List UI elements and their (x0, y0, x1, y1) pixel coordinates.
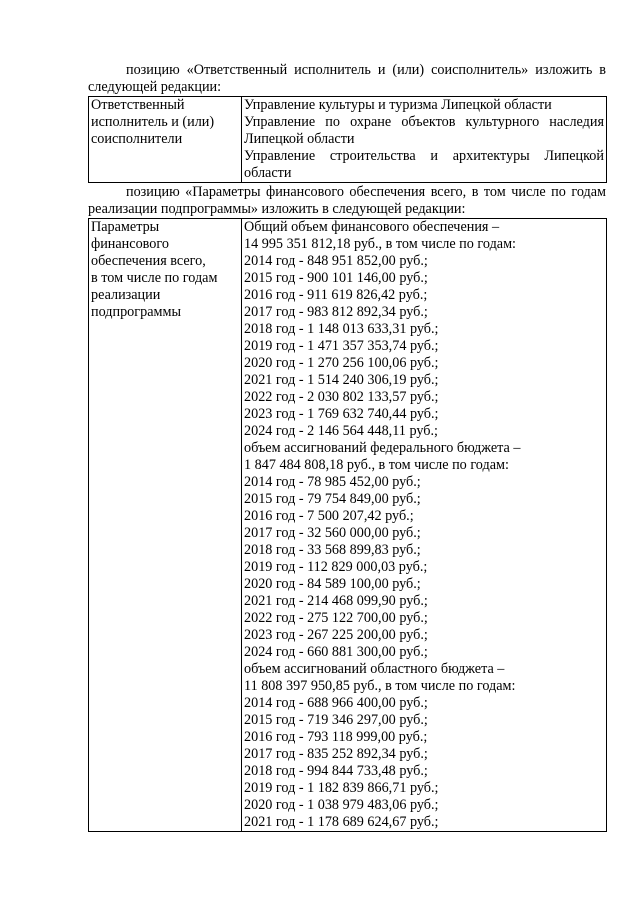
label-line: подпрограммы (91, 304, 181, 320)
financing-line: 2014 год - 848 951 852,00 руб.; (244, 253, 428, 269)
financing-line: 2017 год - 835 252 892,34 руб.; (244, 746, 428, 762)
label-line: соисполнители (91, 131, 183, 147)
financing-line: 2019 год - 1 182 839 866,71 руб.; (244, 780, 439, 796)
financing-line: 11 808 397 950,85 руб., в том числе по годам: (244, 678, 516, 694)
financing-line: 2021 год - 214 468 099,90 руб.; (244, 593, 428, 609)
financing-line: 2014 год - 78 985 452,00 руб.; (244, 474, 421, 490)
financing-line: 2015 год - 900 101 146,00 руб.; (244, 270, 428, 286)
table-row (89, 97, 607, 183)
financing-line: 2024 год - 660 881 300,00 руб.; (244, 644, 428, 660)
financing-line: 2017 год - 983 812 892,34 руб.; (244, 304, 428, 320)
financing-line: 2021 год - 1 178 689 624,67 руб.; (244, 814, 439, 830)
financing-line: 1 847 484 808,18 руб., в том числе по годам: (244, 457, 509, 473)
executor-entry: Управление строительства и архитектуры Липецкой области (244, 148, 604, 181)
intro-paragraph-responsible: позицию «Ответственный исполнитель и (или) соисполнитель» изложить в следующей редакции: (88, 62, 606, 95)
executor-entry: Управление по охране объектов культурного наследия Липецкой области (244, 114, 604, 147)
financing-line: 2016 год - 7 500 207,42 руб.; (244, 508, 414, 524)
financing-line: 2014 год - 688 966 400,00 руб.; (244, 695, 428, 711)
financing-line: 2016 год - 911 619 826,42 руб.; (244, 287, 428, 303)
financing-line: 2018 год - 33 568 899,83 руб.; (244, 542, 421, 558)
financing-line: 2022 год - 275 122 700,00 руб.; (244, 610, 428, 626)
executor-entry: Управление культуры и туризма Липецкой области (244, 97, 552, 113)
financing-line: объем ассигнований федерального бюджета – (244, 440, 521, 456)
financing-line: 2022 год - 2 030 802 133,57 руб.; (244, 389, 439, 405)
financing-values-cell (242, 219, 607, 832)
responsible-label-cell (89, 97, 242, 183)
financing-line: 2016 год - 793 118 999,00 руб.; (244, 729, 428, 745)
label-line: обеспечения всего, (91, 253, 206, 269)
label-line: в том числе по годам (91, 270, 218, 286)
responsible-values-cell (242, 97, 607, 183)
label-line: финансового (91, 236, 169, 252)
label-line: Ответственный (91, 97, 185, 113)
financing-line: 14 995 351 812,18 руб., в том числе по годам: (244, 236, 516, 252)
financing-line: 2020 год - 84 589 100,00 руб.; (244, 576, 421, 592)
financing-label-cell (89, 219, 242, 832)
financing-line: 2021 год - 1 514 240 306,19 руб.; (244, 372, 439, 388)
financing-line: 2018 год - 994 844 733,48 руб.; (244, 763, 428, 779)
financing-line: Общий объем финансового обеспечения – (244, 219, 500, 235)
financing-line: 2019 год - 112 829 000,03 руб.; (244, 559, 428, 575)
intro-paragraph-financing: позицию «Параметры финансового обеспечения всего, в том числе по годам реализации подпрограммы» изложить в следующей редакции: (88, 184, 606, 217)
financing-line: 2023 год - 1 769 632 740,44 руб.; (244, 406, 439, 422)
financing-line: 2023 год - 267 225 200,00 руб.; (244, 627, 428, 643)
financing-line: 2018 год - 1 148 013 633,31 руб.; (244, 321, 439, 337)
label-line: Параметры (91, 219, 160, 235)
financing-line: 2024 год - 2 146 564 448,11 руб.; (244, 423, 438, 439)
financing-line: объем ассигнований областного бюджета – (244, 661, 505, 677)
financing-line: 2015 год - 79 754 849,00 руб.; (244, 491, 421, 507)
financing-line: 2020 год - 1 270 256 100,06 руб.; (244, 355, 439, 371)
financing-line: 2017 год - 32 560 000,00 руб.; (244, 525, 421, 541)
financing-parameters-table (88, 218, 607, 832)
table-row (89, 219, 607, 832)
financing-line: 2020 год - 1 038 979 483,06 руб.; (244, 797, 439, 813)
label-line: исполнитель и (или) (91, 114, 215, 130)
label-line: реализации (91, 287, 161, 303)
responsible-executor-table (88, 96, 607, 183)
financing-line: 2019 год - 1 471 357 353,74 руб.; (244, 338, 439, 354)
financing-line: 2015 год - 719 346 297,00 руб.; (244, 712, 428, 728)
